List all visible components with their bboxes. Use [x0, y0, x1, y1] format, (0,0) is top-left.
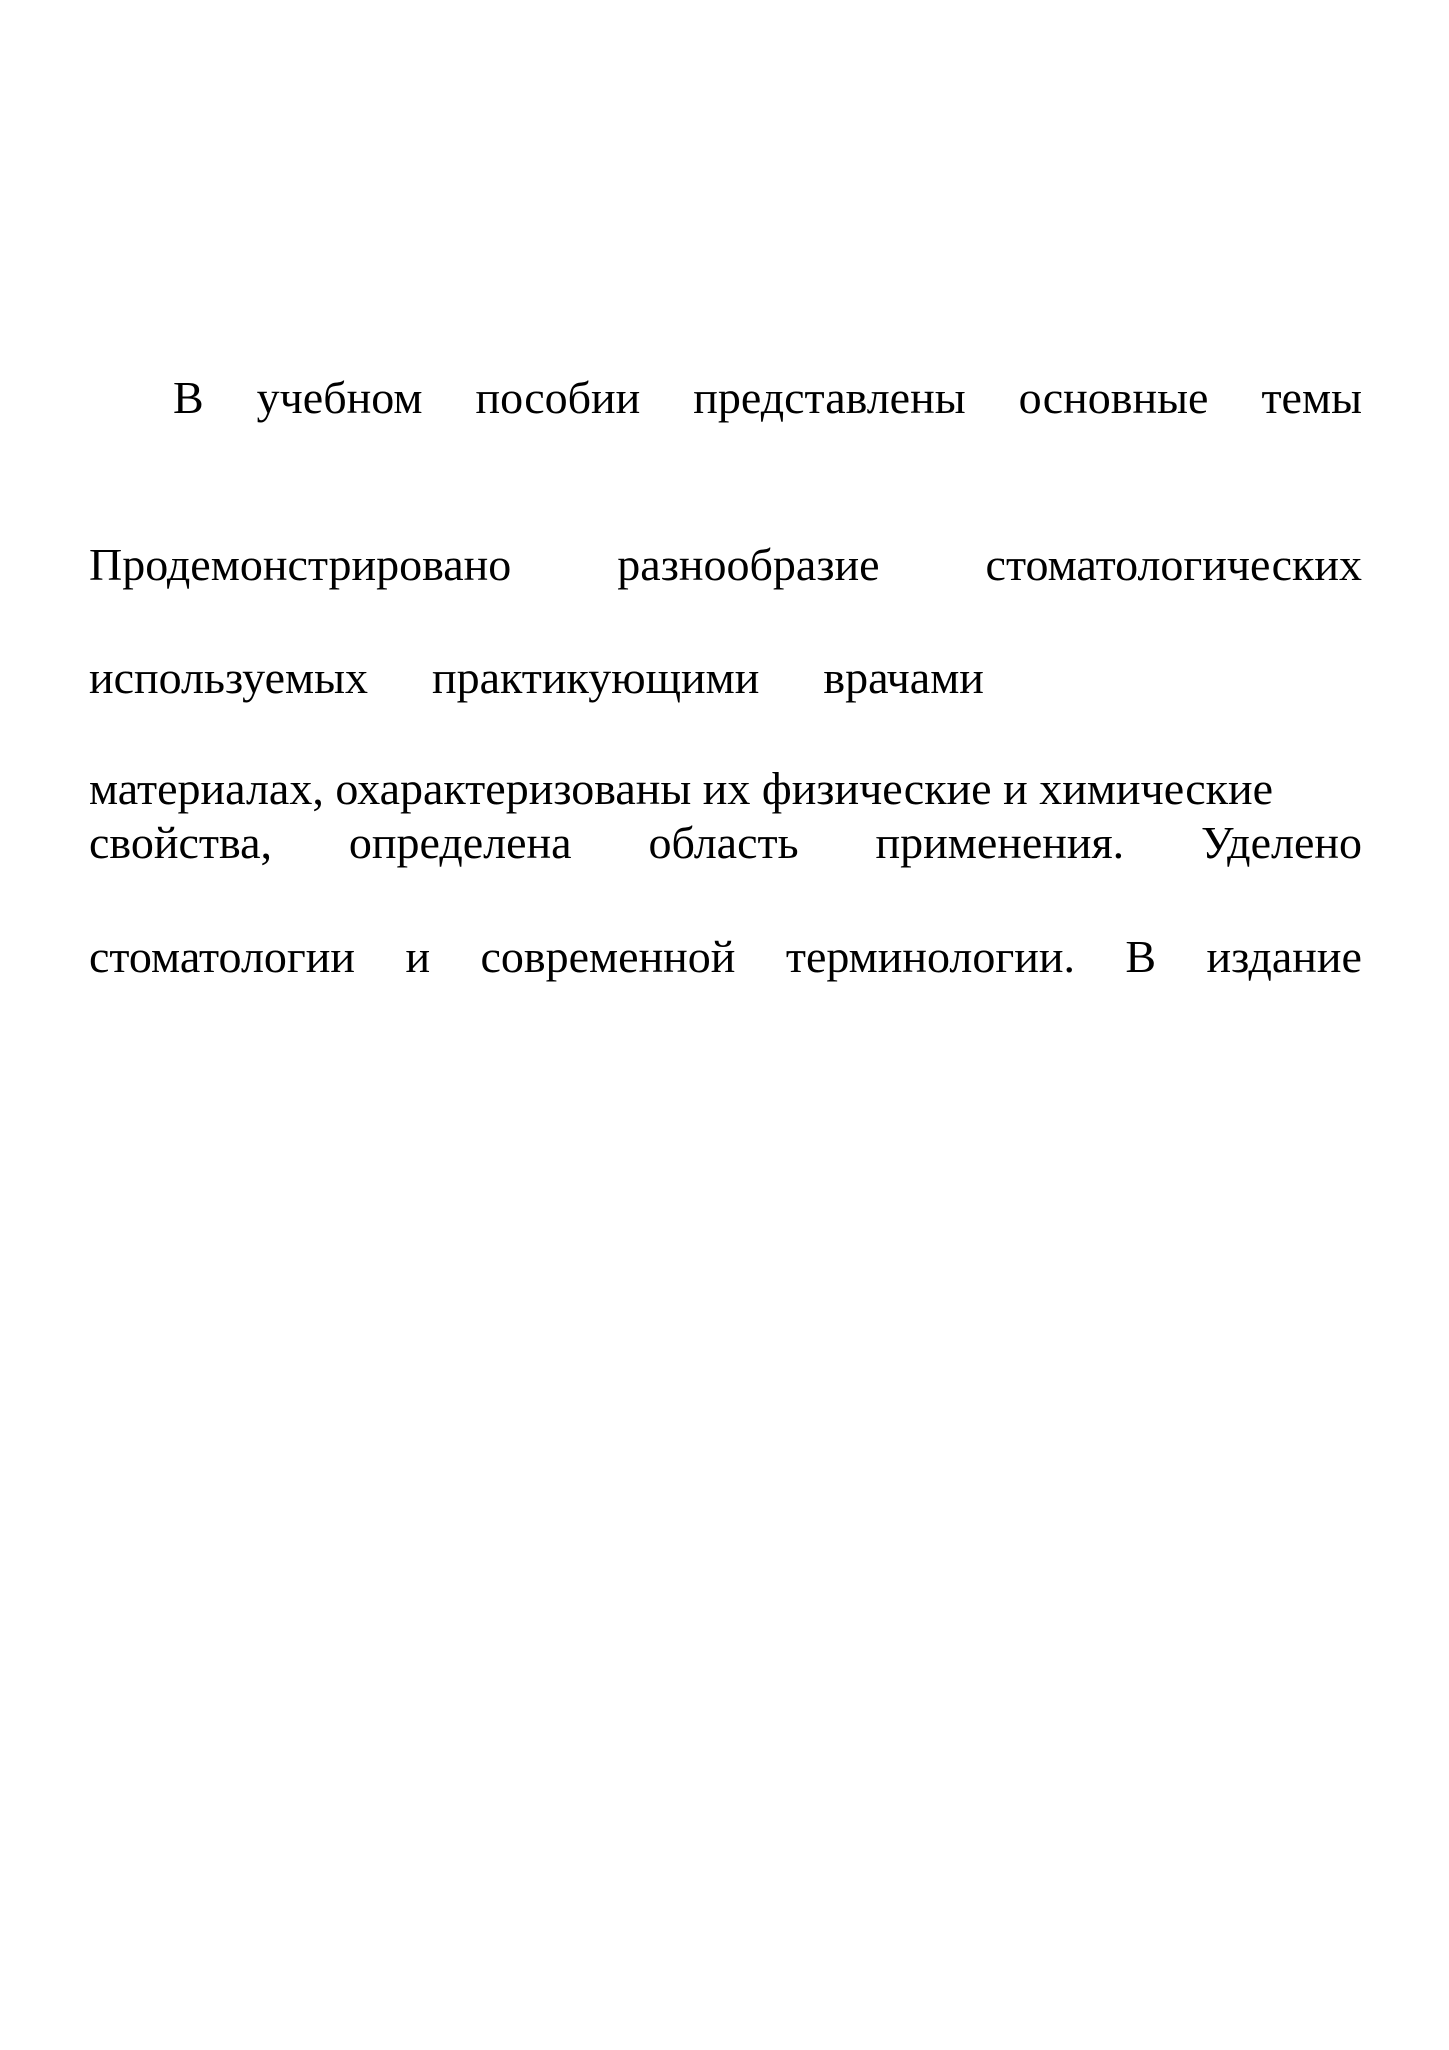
word: и: [405, 931, 431, 982]
word: врачами: [823, 652, 984, 703]
text-line-2: [89, 539, 1362, 591]
word: современной: [480, 931, 736, 982]
word: применения.: [875, 817, 1125, 868]
word: издание: [1206, 931, 1362, 982]
word: Уделено: [1201, 817, 1362, 868]
word: В: [173, 372, 204, 423]
word: В: [1125, 931, 1157, 982]
text-line-5: [89, 817, 1362, 869]
word: представлены: [693, 372, 966, 423]
word: учебном: [256, 372, 423, 423]
text-line-3: [89, 652, 1362, 704]
word: темы: [1261, 372, 1362, 423]
word: стоматологии: [89, 931, 356, 982]
word: основные: [1018, 372, 1209, 423]
word: практикующими: [432, 652, 760, 703]
word: стоматологических: [985, 539, 1362, 590]
word: пособии: [475, 372, 641, 423]
text-line-4: материалах, охарактеризованы их физические и химические: [89, 763, 1274, 814]
word: используемых: [89, 652, 369, 703]
word: разнообразие: [617, 539, 880, 590]
word: терминологии.: [785, 931, 1075, 982]
word: свойства,: [89, 817, 272, 868]
word: область: [648, 817, 799, 868]
word: определена: [348, 817, 572, 868]
word: Продемонстрировано: [89, 539, 512, 590]
text-line-6: [89, 931, 1362, 983]
text-line-1: [173, 372, 1362, 424]
